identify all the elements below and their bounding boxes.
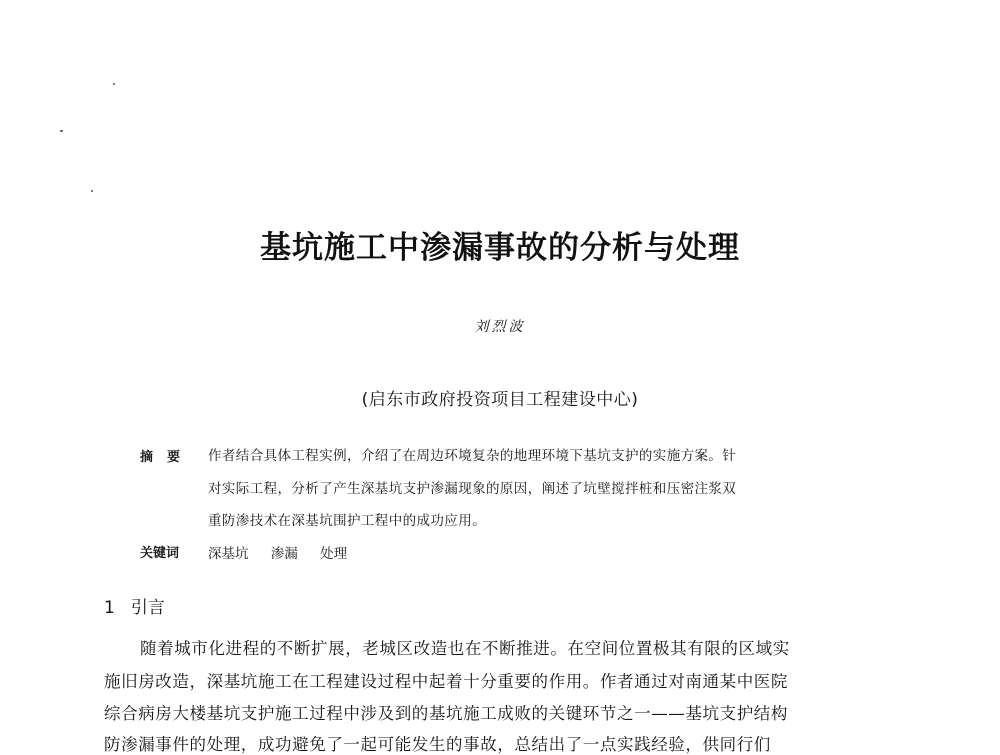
- author-name: 刘烈波: [474, 319, 526, 335]
- body-paragraph-line: 施旧房改造，深基坑施工在工程建设过程中起着十分重要的作用。作者通过对南通某中医院: [104, 672, 788, 691]
- author-affiliation: (启东市政府投资项目工程建设中心): [361, 390, 639, 410]
- section-title: 引言: [130, 598, 165, 618]
- scan-speck: [60, 130, 63, 132]
- keyword: 深基坑: [208, 546, 249, 562]
- keywords-label: 关键词: [140, 546, 180, 561]
- paper-title: 基坑施工中渗漏事故的分析与处理: [260, 230, 740, 266]
- abstract-line: 对实际工程，分析了产生深基坑支护渗漏现象的原因，阐述了坑壁搅拌桩和压密注浆双: [208, 481, 737, 497]
- keywords-list: [208, 542, 365, 562]
- abstract-line: 重防渗技术在深基坑围护工程中的成功应用。: [208, 513, 486, 529]
- body-paragraph-line: 防渗漏事件的处理，成功避免了一起可能发生的事故，总结出了一点实践经验，供同行们: [104, 735, 771, 754]
- scan-speck: [113, 83, 115, 85]
- abstract-label: 摘要: [140, 450, 195, 465]
- section-number: 1: [104, 598, 115, 618]
- section-heading: [104, 593, 165, 618]
- keyword: 渗漏: [270, 546, 298, 562]
- body-paragraph-line: 随着城市化进程的不断扩展，老城区改造也在不断推进。在空间位置极其有限的区域实: [140, 639, 790, 658]
- keyword: 处理: [320, 546, 348, 562]
- scan-speck: [91, 190, 93, 192]
- abstract-line: 作者结合具体工程实例，介绍了在周边环境复杂的地理环境下基坑支护的实施方案。针: [208, 448, 737, 464]
- body-paragraph-line: 综合病房大楼基坑支护施工过程中涉及到的基坑施工成败的关键环节之一——基坑支护结构: [104, 704, 788, 723]
